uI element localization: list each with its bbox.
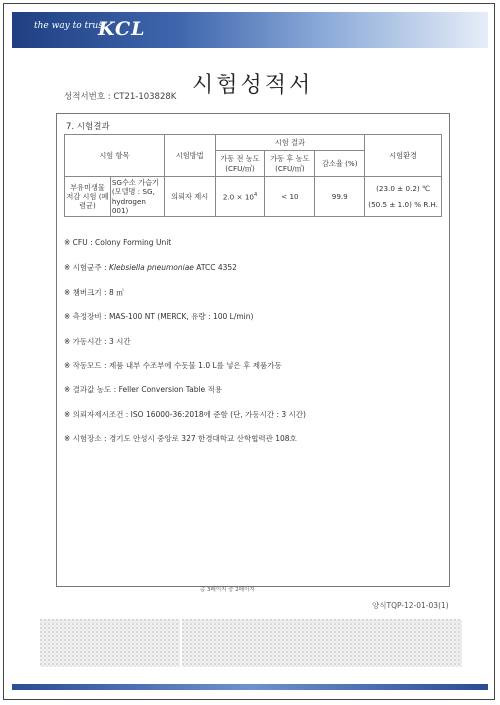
cell-reduction-rate: 99.9 bbox=[315, 177, 365, 217]
header-after-concentration: 가동 후 농도 (CFU/㎥) bbox=[265, 151, 315, 177]
header-before-concentration: 가동 전 농도 (CFU/㎥) bbox=[215, 151, 265, 177]
note-conversion: ※ 결과값 농도 : Feller Conversion Table 적용 bbox=[64, 385, 223, 395]
security-pattern-right bbox=[322, 619, 462, 667]
header-test-environment: 시험환경 bbox=[365, 135, 442, 177]
note-cfu: ※ CFU : Colony Forming Unit bbox=[64, 238, 172, 247]
note-equipment: ※ 측정장비 : MAS-100 NT (MERCK, 유량 : 100 L/min) bbox=[64, 312, 254, 322]
cell-after-value: < 10 bbox=[265, 177, 315, 217]
note-mode: ※ 작동모드 : 제품 내부 수조부에 수돗물 1.0 L를 넣은 후 제품가동 bbox=[64, 360, 282, 370]
notes-list bbox=[64, 238, 306, 458]
cell-environment bbox=[365, 177, 442, 217]
header-reduction-rate: 감소율 (%) bbox=[315, 151, 365, 177]
note-chamber: ※ 챔버크기 : 8 ㎥ bbox=[64, 287, 124, 297]
before-value-exponent: 4 bbox=[254, 191, 258, 198]
page-indicator: 총 3페이지 중 2페이지 bbox=[200, 587, 255, 593]
note-location: ※ 시험장소 : 경기도 안성시 중앙로 327 한경대학교 산학협력관 108호 bbox=[64, 434, 297, 444]
note-condition: ※ 의뢰자제시조건 : ISO 16000-36:2018에 준함 (단, 가동시간 : 3 시간) bbox=[64, 409, 306, 419]
section-title: 7. 시험결과 bbox=[66, 122, 110, 132]
bottom-band bbox=[12, 684, 488, 690]
kcl-logo: KCL bbox=[98, 18, 146, 40]
note-strain bbox=[64, 262, 306, 286]
env-humidity: (50.5 ± 1.0) % R.H. bbox=[368, 199, 438, 209]
form-number: 양식TQP-12-01-03(1) bbox=[372, 601, 449, 610]
cell-test-method: 의뢰자 제시 bbox=[164, 177, 215, 217]
before-value-base: 2.0 × 10 bbox=[222, 192, 254, 202]
cell-product-model: SG수소 가습기 (모델명 : SG, hydrogen 001) bbox=[110, 177, 164, 217]
security-pattern-left bbox=[40, 619, 180, 667]
strain-prefix: ※ 시험균주 : bbox=[64, 263, 109, 273]
header-test-result: 시험 결과 bbox=[215, 135, 365, 151]
results-table bbox=[64, 134, 442, 217]
strain-name: Klebsiella pneumoniae bbox=[108, 263, 194, 273]
report-number: 성적서번호 : CT21-103828K bbox=[64, 92, 177, 102]
note-runtime: ※ 가동시간 : 3 시간 bbox=[64, 336, 131, 346]
slogan: the way to trust bbox=[34, 21, 107, 31]
header-test-item: 시험 항목 bbox=[65, 135, 165, 177]
header-band bbox=[12, 12, 488, 48]
env-temperature: (23.0 ± 0.2) ℃ bbox=[376, 184, 431, 194]
header-test-method: 시험방법 bbox=[164, 135, 215, 177]
strain-suffix: ATCC 4352 bbox=[193, 263, 237, 273]
security-pattern-middle bbox=[182, 619, 322, 667]
document-title: 시험성적서 bbox=[192, 73, 314, 98]
cell-test-item: 부유미생물 저감 시험 (폐렴균) bbox=[65, 177, 111, 217]
cell-before-value bbox=[215, 177, 265, 217]
